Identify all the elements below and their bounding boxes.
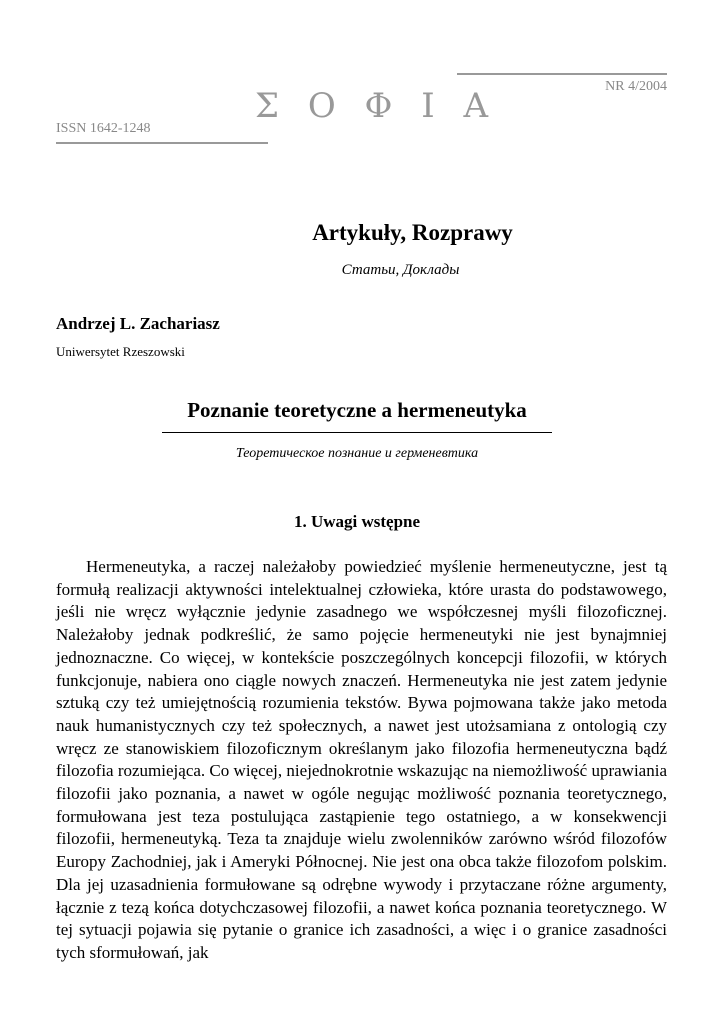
section-title-text: Artykuły, Rozprawy xyxy=(312,220,513,245)
section-subtitle: Статьи, Доклады xyxy=(341,262,460,278)
author-name: Andrzej L. Zachariasz xyxy=(56,314,220,333)
title-underline xyxy=(162,432,552,433)
body-paragraph: Hermeneutyka, a raczej należałoby powiedzieć myślenie hermeneutyczne, jest tą formułą realizacji aktywności intelektualnej człowieka, które urasta do podstawowego, jeśli nie wręcz wyłącznie jedynie zasadnego we współczesnej myśli filozoficznej. Należałoby jednak podkreślić, że samo pojęcie hermeneutyki nie jest bynajmniej jednoznaczne. Co więcej, w kontekście poszczególnych koncepcji filozofii, w których funkcjonuje, nabiera ono ciągle nowych znaczeń. Hermeneutyka nie jest zatem jedynie sztuką czy też umiejętnością rozumienia tekstów. Bywa pojmowana także jako metoda nauk humanistycznych czy też społecznych, a nawet jest utożsamiana z ontologią czy wręcz ze stanowiskiem filozoficznym określanym jako filozofia hermeneutyczna bądź filozofia rozumiejąca. Co więcej, niejednokrotnie wskazując na niemożliwość uprawiania filozofii jako poznania, a nawet w ogóle negując możliwość poznania teoretycznego, formułowana jest teza postulująca zastąpienie tego ostatniego, a w konsekwencji filozofii, hermeneutyką. Teza ta znajduje wielu zwolenników zarówno wśród filozofów Europy Zachodniej, jak i Ameryki Północnej. Nie jest ona obca także filozofom polskim. Dla jej uzasadnienia formułowane są odrębne wywody i przytaczane różne argumenty, łącznie z tezą końca dotychczasowej filozofii, a nawet końca poznania teoretycznego. W tej sytuacji pojawia się pytanie o granice ich zasadności, a więc i o granice zasadności tych sformułowań, jak xyxy=(56,557,667,962)
header-rule-top xyxy=(457,73,667,75)
section-heading: 1. Uwagi wstępne xyxy=(293,512,421,531)
journal-logo: Σ Ο Φ Ι Α xyxy=(255,86,498,126)
section-title xyxy=(0,220,723,246)
issue-number: NR 4/2004 xyxy=(605,79,667,94)
paper-subtitle: Теоретическое познание и герменевтика xyxy=(235,446,479,461)
paper-title: Poznanie teoretyczne a hermeneutyka xyxy=(187,398,527,422)
issn-label: ISSN 1642-1248 xyxy=(56,121,151,136)
author-affiliation: Uniwersytet Rzeszowski xyxy=(56,344,185,359)
header-rule-issn xyxy=(56,142,268,144)
